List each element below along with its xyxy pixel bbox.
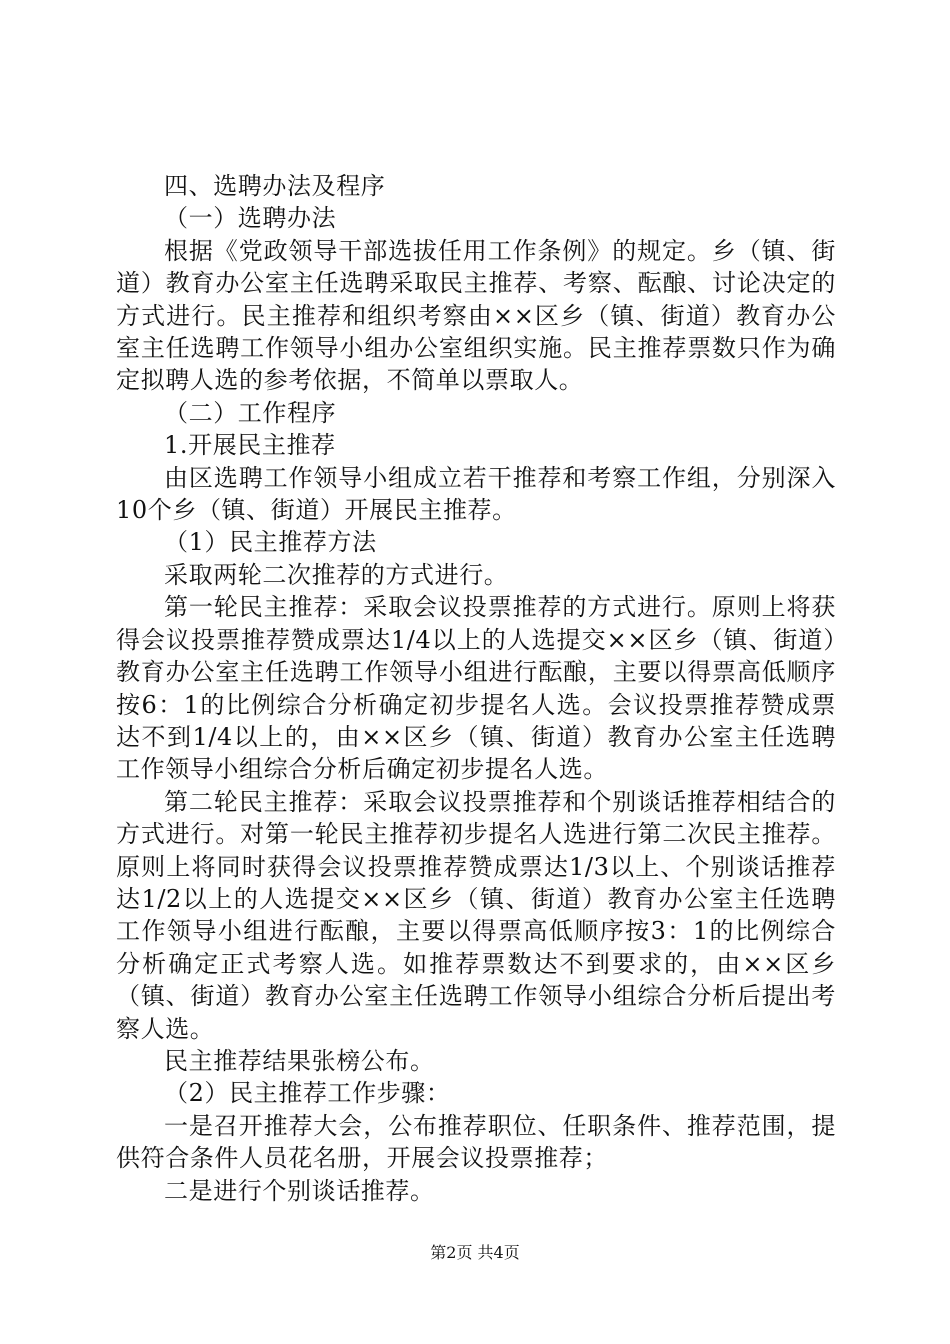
page-number-footer: 第2页 共4页 [430,1243,520,1262]
document-body [116,170,836,1207]
body-paragraph: 第一轮民主推荐：采取会议投票推荐的方式进行。原则上将获得会议投票推荐赞成票达1/4以上的人选提交××区乡（镇、街道）教育办公室主任选聘工作领导小组进行酝酿，主要以得票高低顺序按6：1的比例综合分析确定初步提名人选。会议投票推荐赞成票达不到1/4以上的，由××区乡（镇、街道）教育办公室主任选聘工作领导小组综合分析后确定初步提名人选。 [116,593,836,784]
body-paragraph: 由区选聘工作领导小组成立若干推荐和考察工作组，分别深入10个乡（镇、街道）开展民主推荐。 [116,463,836,525]
body-paragraph: 采取两轮二次推荐的方式进行。 [164,560,509,589]
item-heading: 1.开展民主推荐 [164,431,336,460]
body-paragraph: 第二轮民主推荐：采取会议投票推荐和个别谈话推荐相结合的方式进行。对第一轮民主推荐初步提名人选进行第二次民主推荐。原则上将同时获得会议投票推荐赞成票达1/3以上、个别谈话推荐达1/2以上的人选提交××区乡（镇、街道）教育办公室主任选聘工作领导小组进行酝酿，主要以得票高低顺序按3：1的比例综合分析确定正式考察人选。如推荐票数达不到要求的，由××区乡（镇、街道）教育办公室主任选聘工作领导小组综合分析后提出考察人选。 [116,787,836,1043]
subsection-heading: （二）工作程序 [164,398,337,427]
body-paragraph: 民主推荐结果张榜公布。 [164,1046,435,1075]
body-paragraph: 二是进行个别谈话推荐。 [164,1176,435,1205]
section-heading: 四、选聘办法及程序 [164,172,386,200]
item-heading: （2）民主推荐工作步骤： [164,1079,451,1108]
body-paragraph: 一是召开推荐大会，公布推荐职位、任职条件、推荐范围，提供符合条件人员花名册，开展会议投票推荐； [116,1111,836,1173]
item-heading: （1）民主推荐方法 [164,528,377,557]
body-paragraph: 根据《党政领导干部选拔任用工作条例》的规定。乡（镇、街道）教育办公室主任选聘采取民主推荐、考察、酝酿、讨论决定的方式进行。民主推荐和组织考察由××区乡（镇、街道）教育办公室主任选聘工作领导小组办公室组织实施。民主推荐票数只作为确定拟聘人选的参考依据，不简单以票取人。 [116,236,836,395]
subsection-heading: （一）选聘办法 [164,204,337,233]
